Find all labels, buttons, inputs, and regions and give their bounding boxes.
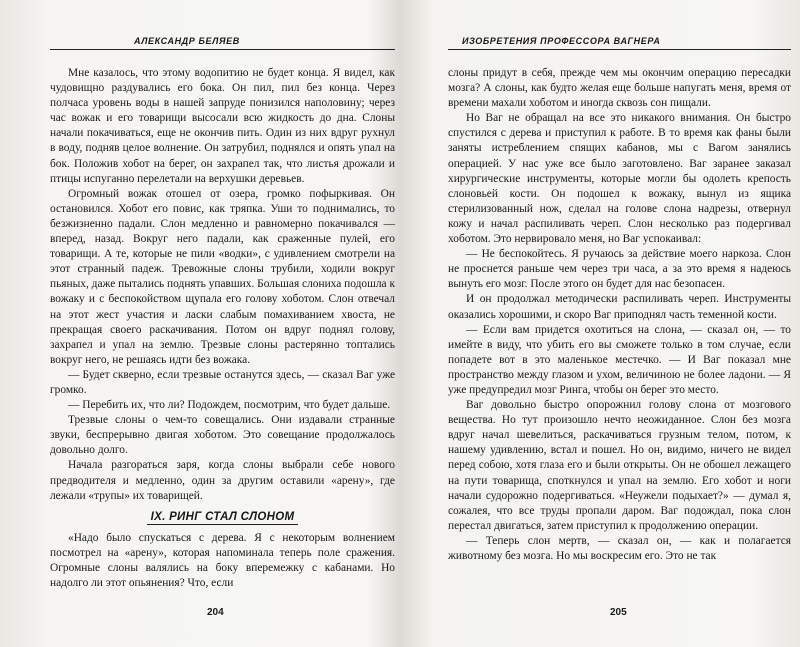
- paragraph: — Теперь слон мертв, — сказал он, — как и полагается животному без мозга. Но мы воскресим его. Это не так: [448, 534, 791, 562]
- paragraph: «Надо было спускаться с дерева. Я с некоторым волнением посмотрел на «арену», которая напоминала теперь поле сражения. Огромные слоны валялись на боку вперемежку с кабанами. Но надолго ли этот опьянения? Что, если: [50, 531, 395, 590]
- chapter-title: IX. РИНГ СТАЛ СЛОНОМ: [147, 511, 299, 525]
- page-body: [50, 66, 395, 591]
- paragraph: Мне казалось, что этому водопитию не будет конца. Я видел, как чудовищно раздувались его бока. Он пил, пил без конца. Через полчаса уровень воды в нашей запруде понизился наполовину; через час вожак и его товарищи высосали всю жидкость до дна. Слоны начали покачиваться, еще не окончив пить. Один из них вдруг рухнул в воду, подняв целое волнение. Он затрубил, поднялся и опять упал на бок. Положив хобот на берег, он захрапел так, что листья дрожали и птицы испуганно перелетали на верхушки деревьев.: [50, 67, 395, 185]
- paragraph: Ваг довольно быстро опорожнил голову слона от мозгового вещества. Но тут произошло нечто неожиданное. Слон без мозга вдруг начал шевелиться, раскачиваться грузным телом, потом, к нашему удивлению, встал и пошел. Но он, видимо, ничего не видел перед собою, хотя глаза его и были открыты. Он не обошел лежащего на пути товарища, споткнулся и упал на землю. Его хобот и ноги начали судорожно подергиваться. «Неужели подыхает?» — думал я, сожалея, что все труды пропали даром. Ваг подождал, пока слон перестал двигаться, затем приступил к продолжению операции.: [448, 399, 791, 532]
- page-number: 205: [610, 607, 627, 618]
- header-title: АЛЕКСАНДР БЕЛЯЕВ: [134, 36, 240, 46]
- paragraph: Трезвые слоны о чем-то совещались. Они издавали странные звуки, беспрерывно двигая хоботом. Это совещание продолжалось довольно долго.: [50, 414, 395, 457]
- paragraph: слоны придут в себя, прежде чем мы окончим операцию пересадки мозга? А слоны, как будто желая еще больше напугать меня, время от времени махали хоботом и иногда сквозь сон пищали.: [448, 67, 791, 110]
- paragraph: И он продолжал методически распиливать череп. Инструменты оказались хорошими, и скоро Ваг приподнял часть теменной кости.: [448, 293, 791, 321]
- header-rule: [50, 49, 395, 50]
- running-header: [448, 36, 791, 52]
- paragraph: Огромный вожак отошел от озера, громко пофыркивая. Он остановился. Хобот его повис, как тряпка. Уши то поднимались, то безжизненно падали. Слон медленно и равномерно покачивался — вперед, назад. Вокруг него падали, как сраженные пулей, его товарищи. А те, которые не пили «водки», с удивлением смотрели на этот странный падеж. Тревожные слоны трубили, ходили вокруг пьяных, даже пытались поднять упавших. Большая слониха подошла к вожаку и с беспокойством щупала его голову хоботом. Слон отвечал на этот жест участия и ласки слабым помахиванием хвоста, не прекращая своего раскачивания. Потом он вдруг поднял голову, захрапел и упал на землю. Трезвые слоны растерянно топтались вокруг него, не решаясь идти без вожака.: [50, 187, 395, 366]
- paragraph: — Будет скверно, если трезвые останутся здесь, — сказал Ваг уже громко.: [50, 368, 395, 396]
- paragraph: Но Ваг не обращал на все это никакого внимания. Он быстро спустился с дерева и приступил к работе. В то время как фаны были заняты истреблением спящих кабанов, мы с Вагом занялись операцией. У нас уже все было заготовлено. Ваг заранее заказал хирургические инструменты, которые могли бы одолеть крепость слоновьей кости. Он подошел к вожаку, вынул из ящика стерилизованный нож, сделал на голове слона надрезы, отвернул кожу и начал распиливать череп. Слон несколько раз подергивал хоботом. Это нервировало меня, но Ваг успокаивал:: [448, 112, 791, 246]
- right-page: [448, 0, 791, 647]
- chapter-heading: [50, 510, 395, 525]
- page-body: [448, 66, 791, 564]
- paragraph: — Если вам придется охотиться на слона, — сказал он, — то имейте в виду, что убить его вы сможете только в том случае, если попадете вот в это маленькое местечко. — И Ваг показал мне пространство между глазом и ухом, величиною не более ладони. — Я уже предупредил мозг Ринга, чтобы он берег это место.: [448, 323, 791, 396]
- paragraph: Начала разгораться заря, когда слоны выбрали себе нового предводителя и медленно, один за другим оставили «арену», где лежали «трупы» их товарищей.: [50, 459, 395, 502]
- header-rule: [448, 49, 791, 50]
- running-header: [50, 36, 395, 52]
- header-title: ИЗОБРЕТЕНИЯ ПРОФЕССОРА ВАГНЕРА: [462, 36, 661, 46]
- left-page: [50, 0, 395, 647]
- paragraph: — Не беспокойтесь. Я ручаюсь за действие моего наркоза. Слон не проснется раньше чем через три часа, а за это время я надеюсь вынуть его мозг. После этого он будет для нас безопасен.: [448, 248, 791, 291]
- paragraph: — Перебить их, что ли? Подождем, посмотрим, что будет дальше.: [68, 399, 391, 412]
- page-number: 204: [207, 607, 224, 618]
